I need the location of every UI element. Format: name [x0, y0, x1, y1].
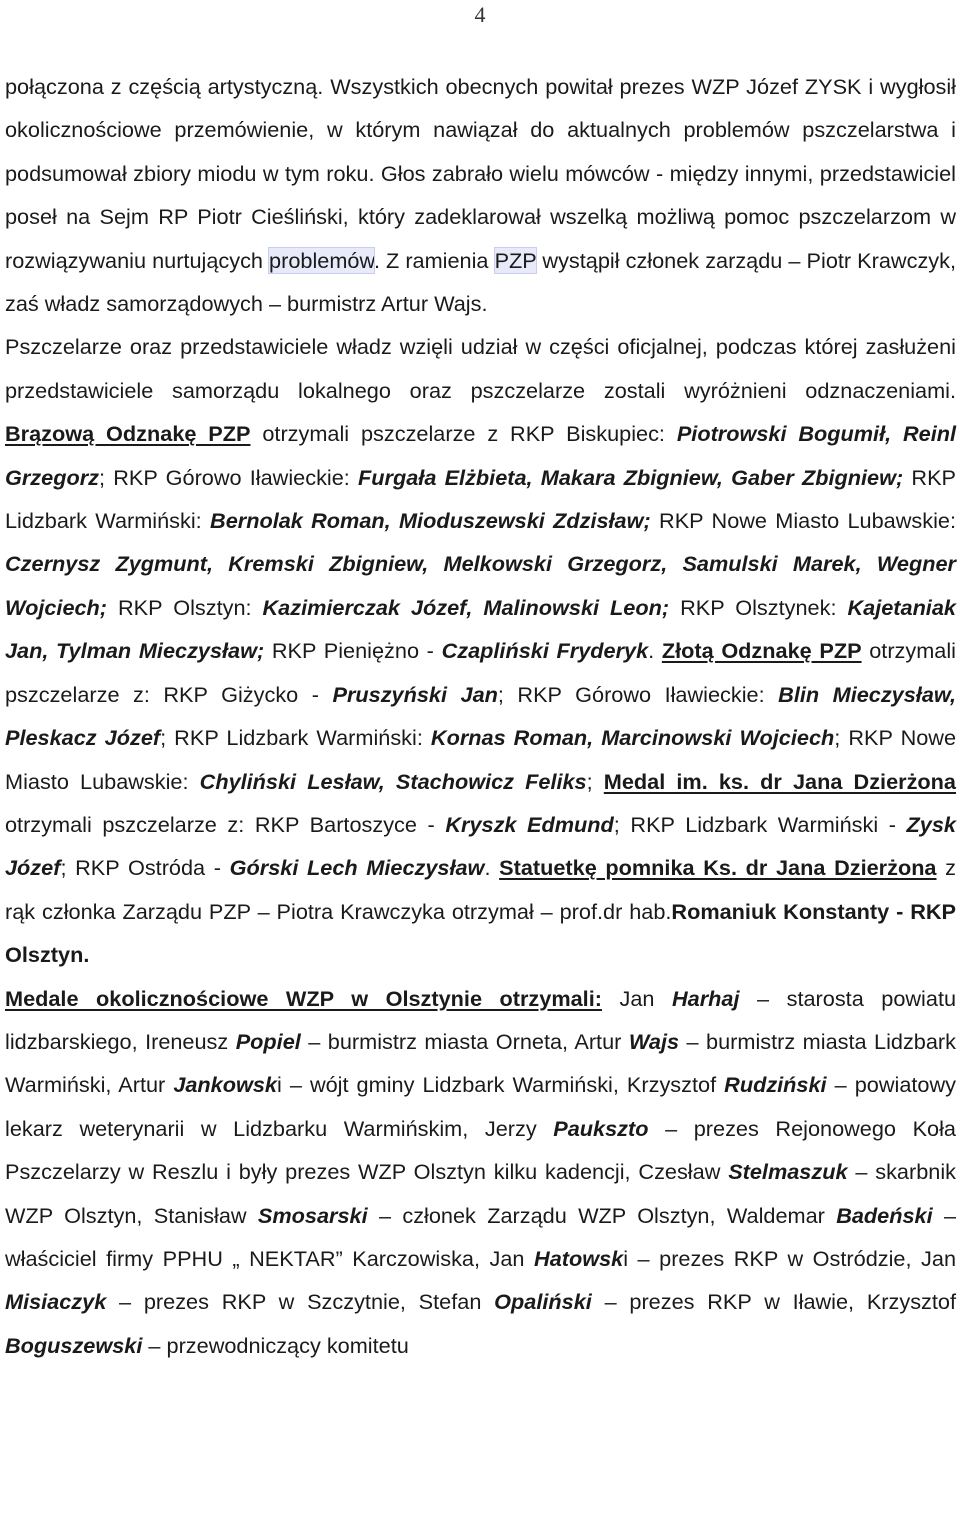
text-run: i – prezes RKP w Ostródzie, Jan [623, 1245, 957, 1271]
page-number: 4 [474, 2, 486, 27]
award-heading-gold: Złotą Odznakę PZP [661, 638, 862, 664]
text-run: – powiatowy lekarz weterynarii w Lidzbarku Warmińskim, Jerzy [5, 1072, 956, 1141]
recipient-surname: Hatowsk [534, 1245, 624, 1271]
recipient-names: Furgała Elżbieta, Makara Zbigniew, Gaber Zbigniew; [358, 464, 904, 490]
text-run: RKP Nowe Miasto Lubawskie: [659, 508, 956, 534]
recipient-names: Blin Mieczysław, Pleskacz Józef [5, 681, 956, 751]
text-run: Jan [619, 985, 655, 1011]
text-run: RKP Pieniężno - [271, 638, 434, 664]
text-run: otrzymali pszczelarze z: RKP Giżycko - [5, 638, 956, 707]
text-run: i – wójt gminy Lidzbark Warmiński, Krzysztof [277, 1072, 717, 1098]
recipient-names: Pruszyński Jan [332, 681, 498, 707]
paragraph-awards [5, 325, 956, 976]
award-heading-statuette: Statuetkę pomnika Ks. dr Jana Dzierżona [499, 855, 937, 881]
text-run: ; RKP Ostróda - [60, 855, 221, 881]
text-run: – skarbnik WZP Olsztyn, Stanisław [5, 1159, 956, 1228]
recipient-surname: Boguszewski [5, 1332, 143, 1358]
text-run: – prezes RKP w Iławie, Krzysztof [604, 1289, 957, 1315]
recipient-names: Zysk Józef [5, 811, 956, 881]
recipient-names: Piotrowski Bogumił, Reinl Grzegorz [5, 421, 957, 490]
text-run: ; RKP Lidzbark Warmiński - [613, 811, 896, 837]
award-heading-medal: Medal im. ks. dr Jana Dzierżona [603, 768, 956, 794]
text-run: – burmistrz miasta Orneta, Artur [308, 1028, 622, 1054]
recipient-names: Czapliński Fryderyk [441, 638, 649, 664]
text-run: ; RKP Górowo Iławieckie: [497, 681, 765, 707]
text-run: – starosta powiatu lidzbarskiego, Ireneusz [5, 985, 957, 1054]
text-run: RKP Lidzbark Warmiński: [5, 464, 957, 534]
paragraph-ceremony-intro [5, 65, 956, 325]
recipient-names: Górski Lech Mieczysław [229, 855, 485, 881]
recipient-names: Czernysz Zygmunt, Kremski Zbigniew, Melkowski Grzegorz, Samulski Marek, Wegner Wojciech; [5, 551, 956, 620]
recipient-names: Kajetaniak Jan, Tylman Mieczysław; [5, 594, 956, 664]
text-run: ; [586, 768, 593, 794]
text-run: – przewodniczący komitetu [148, 1332, 409, 1358]
recipient-names: Kryszk Edmund [445, 811, 614, 837]
recipient-surname: Harhaj [672, 985, 740, 1011]
paragraph-medals [5, 977, 956, 1368]
text-run: – burmistrz miasta Lidzbark Warmiński, Artur [5, 1028, 956, 1098]
recipient-names: Kazimierczak Józef, Malinowski Leon; [262, 594, 670, 620]
recipient-names: Chyliński Lesław, Stachowicz Feliks [199, 768, 587, 794]
text-run: otrzymali pszczelarze z RKP Biskupiec: [262, 421, 665, 447]
text-run: – prezes Rejonowego Koła Pszczelarzy w Reszlu i były prezes WZP Olsztyn kilku kadencji, Czesław [5, 1115, 956, 1185]
recipient-surname: Paukszto [553, 1115, 649, 1141]
recipient-surname: Jankowsk [173, 1072, 277, 1098]
recipient-surname: Opaliński [494, 1289, 592, 1315]
text-run: – właściciel firmy PPHU „ NEKTAR” Karczowiska, Jan [5, 1202, 957, 1271]
highlighted-word: PZP [494, 247, 537, 273]
recipient-names: Romaniuk Konstanty - RKP Olsztyn. [5, 898, 956, 968]
medals-heading: Medale okolicznościowe WZP w Olsztynie otrzymali: [5, 985, 602, 1011]
text-run: RKP Olsztynek: [680, 594, 837, 620]
text-run: . Z ramienia [373, 247, 489, 273]
text-run: z rąk członka Zarządu PZP – Piotra Krawczyka otrzymał – prof.dr hab. [5, 855, 956, 924]
text-run: ; RKP Górowo Iławieckie: [99, 464, 350, 490]
recipient-surname: Rudziński [724, 1072, 827, 1098]
recipient-surname: Smosarski [257, 1202, 368, 1228]
text-run: . [648, 638, 655, 664]
recipient-surname: Stelmaszuk [728, 1159, 848, 1185]
text-run: ; RKP Lidzbark Warmiński: [160, 725, 423, 751]
recipient-surname: Badeński [836, 1202, 933, 1228]
award-heading-bronze: Brązową Odznakę PZP [5, 421, 251, 447]
recipient-surname: Misiaczyk [5, 1289, 107, 1315]
recipient-names: Kornas Roman, Marcinowski Wojciech [430, 725, 835, 751]
text-run: połączona z częścią artystyczną. Wszystkich obecnych powitał prezes WZP Józef ZYSK i wygłosił okolicznościowe przemówienie, w którym nawiązał do aktualnych problemów pszczelarstwa i podsumował zbiory miodu w tym roku. Głos zabrało wielu mówców - między innymi, przedstawiciel poseł na Sejm RP Piotr Cieśliński, który zadeklarował wszelką możliwą pomoc pszczelarzom w rozwiązywaniu nurtujących [5, 74, 956, 273]
text-run: otrzymali pszczelarze z: RKP Bartoszyce - [5, 811, 435, 837]
recipient-surname: Wajs [628, 1028, 680, 1054]
text-run: Pszczelarze oraz przedstawiciele władz wzięli udział w części oficjalnej, podczas której zasłużeni przedstawiciele samorządu lokalnego oraz pszczelarze zostali wyróżnieni odznaczeniami. [5, 334, 956, 403]
document-body [5, 65, 956, 1367]
text-run: – prezes RKP w Szczytnie, Stefan [119, 1289, 482, 1315]
text-run: wystąpił członek zarządu – Piotr Krawczyk, zaś władz samorządowych – burmistrz Artur Wajs. [5, 247, 956, 317]
text-run: ; RKP Nowe Miasto Lubawskie: [5, 725, 957, 794]
text-run: – członek Zarządu WZP Olsztyn, Waldemar [378, 1202, 825, 1228]
recipient-surname: Popiel [235, 1028, 301, 1054]
recipient-names: Bernolak Roman, Mioduszewski Zdzisław; [210, 508, 651, 534]
text-run: . [484, 855, 491, 881]
text-run: RKP Olsztyn: [118, 594, 252, 620]
highlighted-word: problemów [269, 247, 374, 273]
